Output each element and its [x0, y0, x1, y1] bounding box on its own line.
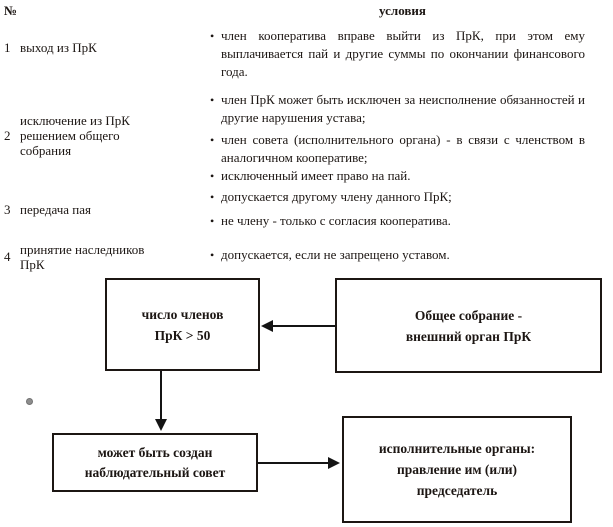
connector-members-count-line — [160, 371, 162, 420]
arrow-left-icon — [261, 320, 273, 332]
list-item — [208, 246, 585, 264]
arrow-down-icon — [155, 419, 167, 431]
list-item — [208, 131, 585, 167]
row-label: передача пая — [20, 202, 91, 217]
list-item-text: допускается, если не запрещено уставом. — [221, 247, 450, 262]
bullet-icon: • — [210, 248, 215, 262]
list-item — [208, 91, 585, 127]
flow-box-line: может быть создан — [97, 444, 213, 460]
flow-box-supervisory-board — [52, 433, 258, 492]
bullet-icon: • — [210, 190, 215, 204]
bullet-icon: • — [210, 93, 215, 107]
connector-supervisory-board-line — [258, 462, 328, 464]
arrow-right-icon — [328, 457, 340, 469]
flow-box-line: председатель — [416, 483, 498, 498]
flow-box-line: наблюдательный совет — [84, 464, 226, 480]
flow-box-members-count — [105, 278, 260, 371]
row-label: исключение из ПрК решением общего собрания — [20, 113, 130, 158]
bullet-icon: • — [210, 29, 215, 43]
row-number: 1 — [4, 40, 11, 55]
list-item — [208, 27, 585, 81]
list-item-text: допускается другому члену данного ПрК; — [221, 189, 452, 204]
bullet-dot-icon — [26, 398, 33, 405]
col-header-number: № — [4, 3, 18, 18]
flow-box-general-meeting — [335, 278, 602, 373]
flow-box-line: исполнительные органы: — [378, 441, 536, 456]
flow-box-line: ПрК > 50 — [154, 327, 211, 343]
list-item — [208, 167, 585, 185]
flow-box-line: внешний орган ПрК — [405, 328, 532, 344]
flow-box-line: число членов — [141, 306, 224, 322]
row-label: выход из ПрК — [20, 40, 97, 55]
list-item — [208, 188, 585, 206]
bullet-icon: • — [210, 169, 215, 183]
connector-general-meeting-line — [273, 325, 335, 327]
list-item — [208, 212, 585, 230]
row-label: принятие наследников ПрК — [20, 242, 145, 272]
flow-box-line: Общее собрание - — [414, 307, 523, 323]
bullet-icon: • — [210, 133, 215, 147]
list-item-text: член кооператива вправе выйти из ПрК, при этом ему выплачивается пай и другие суммы по окончании финансового года. — [221, 28, 585, 79]
list-item-text: исключенный имеет право на пай. — [221, 168, 411, 183]
row-number: 3 — [4, 202, 11, 217]
flow-box-executive-bodies — [342, 416, 572, 523]
list-item-text: не члену - только с согласия кооператива. — [221, 213, 451, 228]
row-number: 2 — [4, 128, 11, 143]
col-header-conditions: условия — [379, 3, 426, 18]
flow-box-line: правление им (или) — [396, 462, 518, 477]
list-item-text: член совета (исполнительного органа) - в связи с членством в аналогичном кооперативе; — [221, 132, 585, 165]
list-item-text: член ПрК может быть исключен за неисполнение обязанностей и другие нарушения устава; — [221, 92, 585, 125]
row-number: 4 — [4, 249, 11, 264]
bullet-icon: • — [210, 214, 215, 228]
